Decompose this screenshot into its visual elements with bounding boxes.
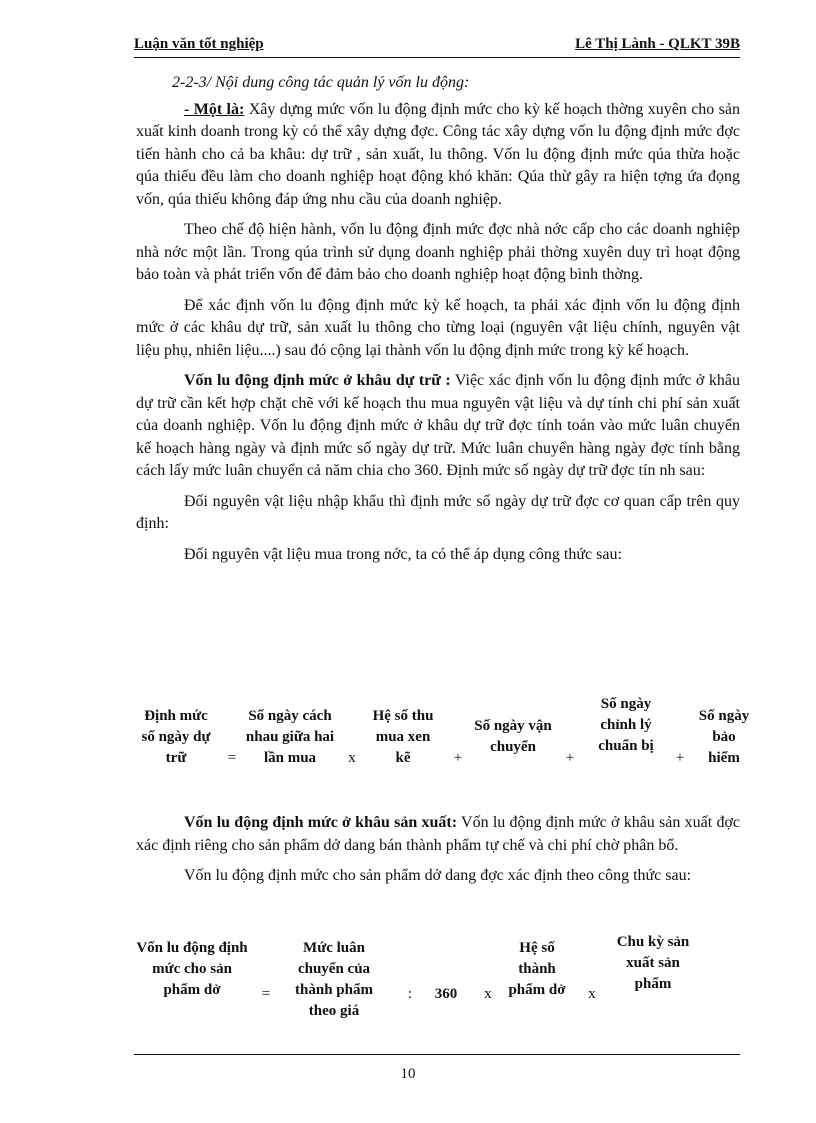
paragraph-4-label: Vốn lu động định mức ở khâu dự trữ : — [184, 372, 451, 389]
document-body — [136, 72, 740, 574]
section-title: 2-2-3/ Nội dung công tác quản lý vốn lu động: — [172, 74, 470, 91]
paragraph-7-text: Vốn lu động định mức ở khâu sản xuất đợc xác định riêng cho sản phẩm dở dang bán thành phẩm tự chế và chi phí chờ phân bổ. — [136, 814, 741, 854]
formula1-term3: Hệ số thu mua xen kẽ — [372, 708, 434, 766]
formula1-equals: = — [227, 750, 237, 766]
formula-days-reserve — [136, 692, 750, 802]
paragraph-1 — [136, 99, 740, 212]
formula2-term3: 360 — [434, 986, 458, 1002]
formula2-times-2: x — [588, 986, 596, 1002]
formula1-term2: Số ngày cách nhau giữa hai lần mua — [245, 708, 335, 766]
formula1-term6: Số ngày bảo hiểm — [698, 708, 750, 766]
formula2-times-1: x — [484, 986, 492, 1002]
paragraph-1-text: Xây dựng mức vốn lu động định mức cho kỳ kế hoạch thờng xuyên cho sản xuất kinh doanh trong kỳ có thể xây dựng đợc. Công tác xây dựng vốn lu động định mức đợc tiến hành cho cả ba khâu: dự trữ , sản xuất, lu thông. Vốn lu động định mức qúa thừa hoặc qúa thiếu đều làm cho doanh nghiệp hoạt động khó khăn: Qúa thừ gây ra hiện tợng ứa đọng vốn, qúa thiếu không đáp ứng nhu cầu của doanh nghiệp. — [136, 100, 741, 208]
page-header — [134, 36, 740, 56]
formula-wip-capital — [136, 934, 740, 1030]
paragraph-5: Đối nguyên vật liệu nhập khẩu thì định mức số ngày dự trữ đợc cơ quan cấp trên quy định: — [136, 492, 740, 532]
paragraph-3: Để xác định vốn lu động định mức kỳ kế hoạch, ta phải xác định vốn lu động định mức ở các khâu dự trữ, sản xuất lu thông cho từng loại (nguyên vật liệu chính, nguyên vật liệu phụ, nhiên liệu....) sau đó cộng lại thành vốn lu động định mức trong kỳ kế hoạch. — [136, 296, 740, 359]
formula1-term5: Số ngày chỉnh lý chuẩn bị — [598, 696, 654, 754]
formula1-term1: Định mức số ngày dự trữ — [141, 708, 211, 766]
formula2-term4: Hệ số thành phẩm dở — [508, 940, 566, 998]
formula2-term1: Vốn lu động định mức cho sản phẩm dở — [136, 940, 248, 998]
formula1-term4: Số ngày vận chuyển — [474, 718, 552, 755]
formula2-term2: Mức luân chuyển của thành phẩm theo giá — [295, 940, 373, 1019]
header-right: Lê Thị Lành - QLKT 39B — [575, 36, 740, 52]
header-rule — [134, 57, 740, 58]
formula1-plus-1: + — [453, 750, 463, 766]
paragraph-8: Vốn lu động định mức cho sản phẩm dở dang đợc xác định theo công thức sau: — [184, 867, 692, 884]
formula1-plus-3: + — [675, 750, 685, 766]
paragraph-6: Đối nguyên vật liệu mua trong nớc, ta có thể áp dụng công thức sau: — [184, 545, 622, 563]
paragraph-1-label: - Một là: — [184, 100, 245, 118]
paragraph-2: Theo chế độ hiện hành, vốn lu động định mức đợc nhà nớc cấp cho các doanh nghiệp nhà nớc một lần. Trong qúa trình sử dụng doanh nghiệp phải thờng xuyên duy trì hoạt động bảo toàn và phát triển vốn để đảm bảo cho doanh nghiệp hoạt động bình thờng. — [136, 221, 740, 283]
footer-rule — [134, 1054, 740, 1055]
page-number: 10 — [400, 1066, 416, 1082]
paragraph-4 — [136, 370, 740, 483]
header-left: Luận văn tốt nghiệp — [134, 36, 264, 52]
formula1-times: x — [348, 750, 356, 766]
paragraph-7 — [136, 812, 740, 857]
formula1-plus-2: + — [565, 750, 575, 766]
formula2-equals: = — [261, 986, 271, 1002]
paragraph-7-label: Vốn lu động định mức ở khâu sản xuất: — [184, 814, 458, 831]
formula2-divide: : — [407, 986, 413, 1002]
document-body-2 — [136, 812, 740, 896]
paragraph-4-text: Việc xác định vốn lu động định mức ở khâu dự trữ cần kết hợp chặt chẽ với kế hoạch thu mua nguyên vật liệu và dự tính chi phí sản xuất của doanh nghiệp. Vốn lu động định mức ở khâu dự trữ đợc tính toán vào mức luân chuyển kế hoạch hàng ngày và định mức số ngày dự trữ. Mức luân chuyển hàng ngày đợc tính bằng cách lấy mức luân chuyển cả năm chia cho 360. Định mức số ngày dự trữ đợc tín nh sau: — [136, 372, 740, 479]
formula2-term5: Chu kỳ sản xuất sản phẩm — [616, 934, 690, 992]
